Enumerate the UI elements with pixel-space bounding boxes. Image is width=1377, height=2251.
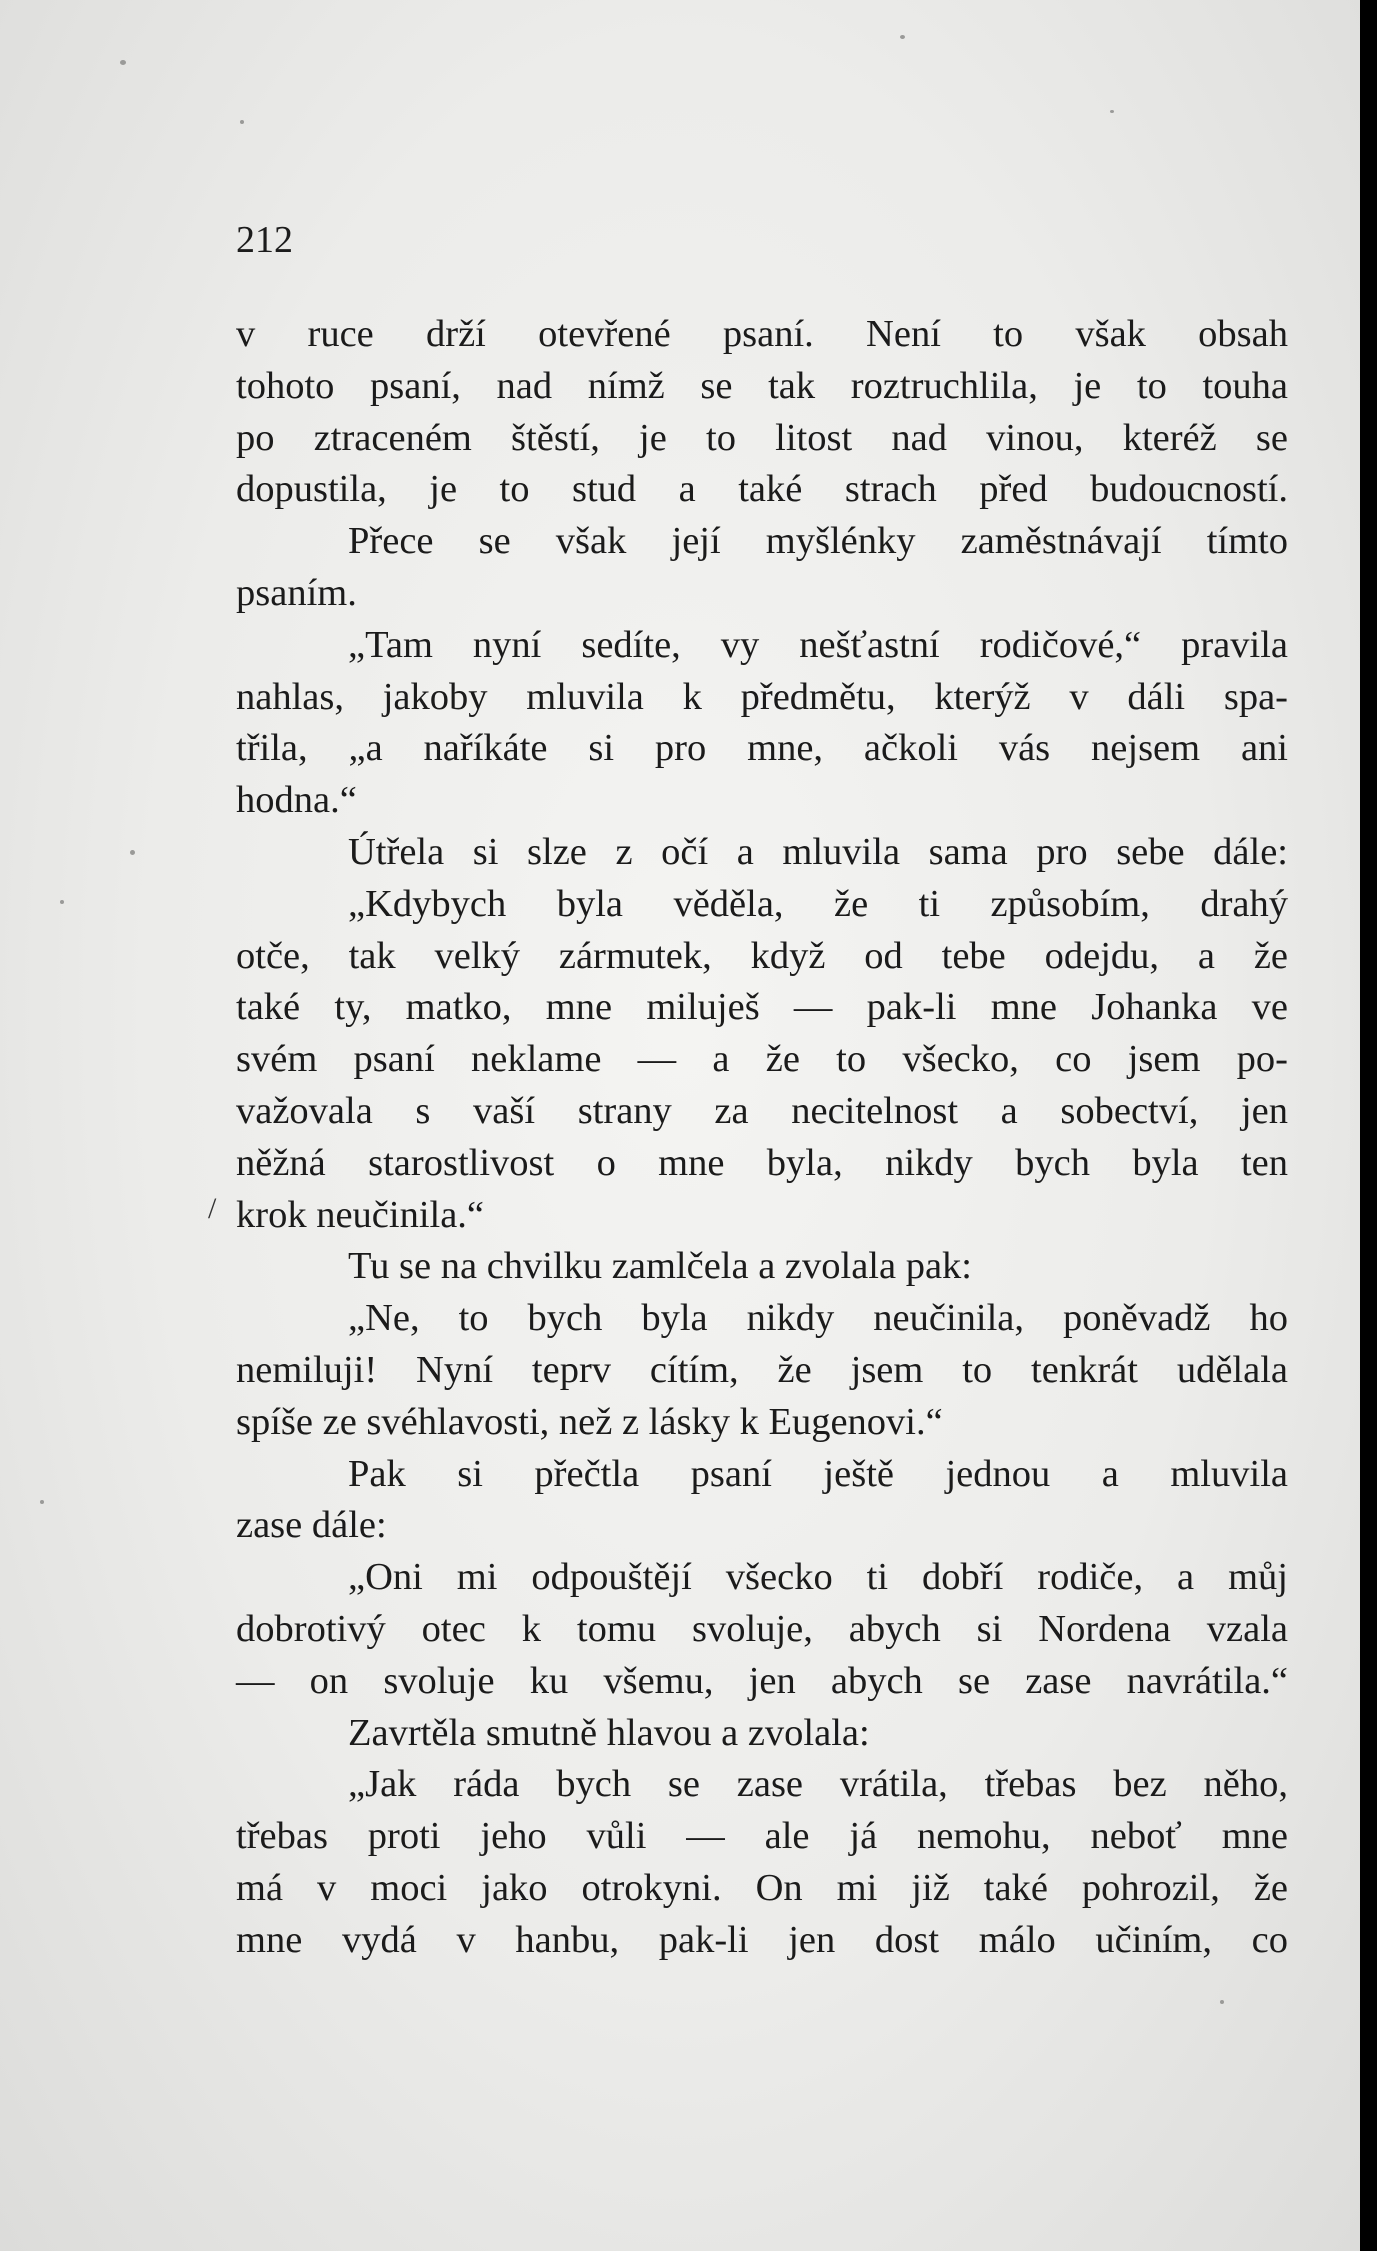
- text-line: otče, tak velký zármutek, když od tebe odejdu, a že: [236, 934, 1288, 977]
- text-line: tohoto psaní, nad nímž se tak roztruchlila, je to touha: [236, 364, 1288, 407]
- text-line: — on svoluje ku všemu, jen abych se zase navrátila.“: [236, 1659, 1288, 1702]
- paper-speck: [240, 120, 244, 124]
- text-line: „Jak ráda bych se zase vrátila, třebas bez něho,: [348, 1763, 1288, 1806]
- text-line: „Tam nyní sedíte, vy nešťastní rodičové,“ pravila: [348, 623, 1288, 666]
- text-line: po ztraceném štěstí, je to litost nad vinou, kteréž se: [236, 416, 1288, 459]
- text-line: také ty, matko, mne miluješ — pak-li mne Johanka ve: [236, 986, 1288, 1029]
- text-line: nemiluji! Nyní teprv cítím, že jsem to tenkrát udělala: [236, 1348, 1288, 1391]
- paper-speck: [60, 900, 64, 904]
- text-line: dopustila, je to stud a také strach před budoucností.: [236, 468, 1288, 511]
- text-line: Přece se však její myšlénky zaměstnávají tímto: [348, 520, 1288, 563]
- text-line: svém psaní neklame — a že to všecko, co jsem po-: [236, 1038, 1288, 1081]
- text-line: nahlas, jakoby mluvila k předmětu, kterýž v dáli spa-: [236, 675, 1288, 718]
- paper-speck: [120, 60, 126, 65]
- text-line: dobrotivý otec k tomu svoluje, abych si Nordena vzala: [236, 1607, 1288, 1650]
- text-line: Útřela si slze z očí a mluvila sama pro sebe dále:: [348, 830, 1288, 873]
- text-line: zase dále:: [236, 1504, 387, 1547]
- text-line: něžná starostlivost o mne byla, nikdy bych byla ten: [236, 1141, 1288, 1184]
- text-line: „Oni mi odpouštějí všecko ti dobří rodiče, a můj: [348, 1556, 1288, 1599]
- text-line: mne vydá v hanbu, pak-li jen dost málo učiním, co: [236, 1918, 1288, 1961]
- text-line: hodna.“: [236, 779, 357, 822]
- paper-speck: [1110, 110, 1114, 113]
- margin-mark: /: [208, 1192, 217, 1225]
- page-number: 212: [236, 219, 293, 261]
- text-line: „Ne, to bych byla nikdy neučinila, poněvadž ho: [348, 1297, 1288, 1340]
- paper-speck: [900, 35, 905, 39]
- text-line: má v moci jako otrokyni. On mi již také pohrozil, že: [236, 1866, 1288, 1909]
- text-line: krok neučinila.“: [236, 1193, 485, 1236]
- text-line: třebas proti jeho vůli — ale já nemohu, neboť mne: [236, 1815, 1288, 1858]
- text-line: spíše ze svéhlavosti, než z lásky k Eugenovi.“: [236, 1400, 943, 1443]
- text-line: třila, „a naříkáte si pro mne, ačkoli vás nejsem ani: [236, 727, 1288, 770]
- text-line: Pak si přečtla psaní ještě jednou a mluvila: [348, 1452, 1288, 1495]
- text-line: psaním.: [236, 571, 357, 614]
- text-line: važovala s vaší strany za necitelnost a sobectví, jen: [236, 1089, 1288, 1132]
- body-text: [236, 309, 1288, 1967]
- text-line: Tu se na chvilku zamlčela a zvolala pak:: [348, 1245, 972, 1288]
- paper-speck: [1220, 2000, 1224, 2004]
- text-line: v ruce drží otevřené psaní. Není to však obsah: [236, 313, 1288, 355]
- paper-speck: [40, 1500, 44, 1504]
- paper-speck: [130, 850, 135, 855]
- text-line: Zavrtěla smutně hlavou a zvolala:: [348, 1711, 870, 1754]
- text-line: „Kdybych byla věděla, že ti způsobím, drahý: [348, 882, 1288, 925]
